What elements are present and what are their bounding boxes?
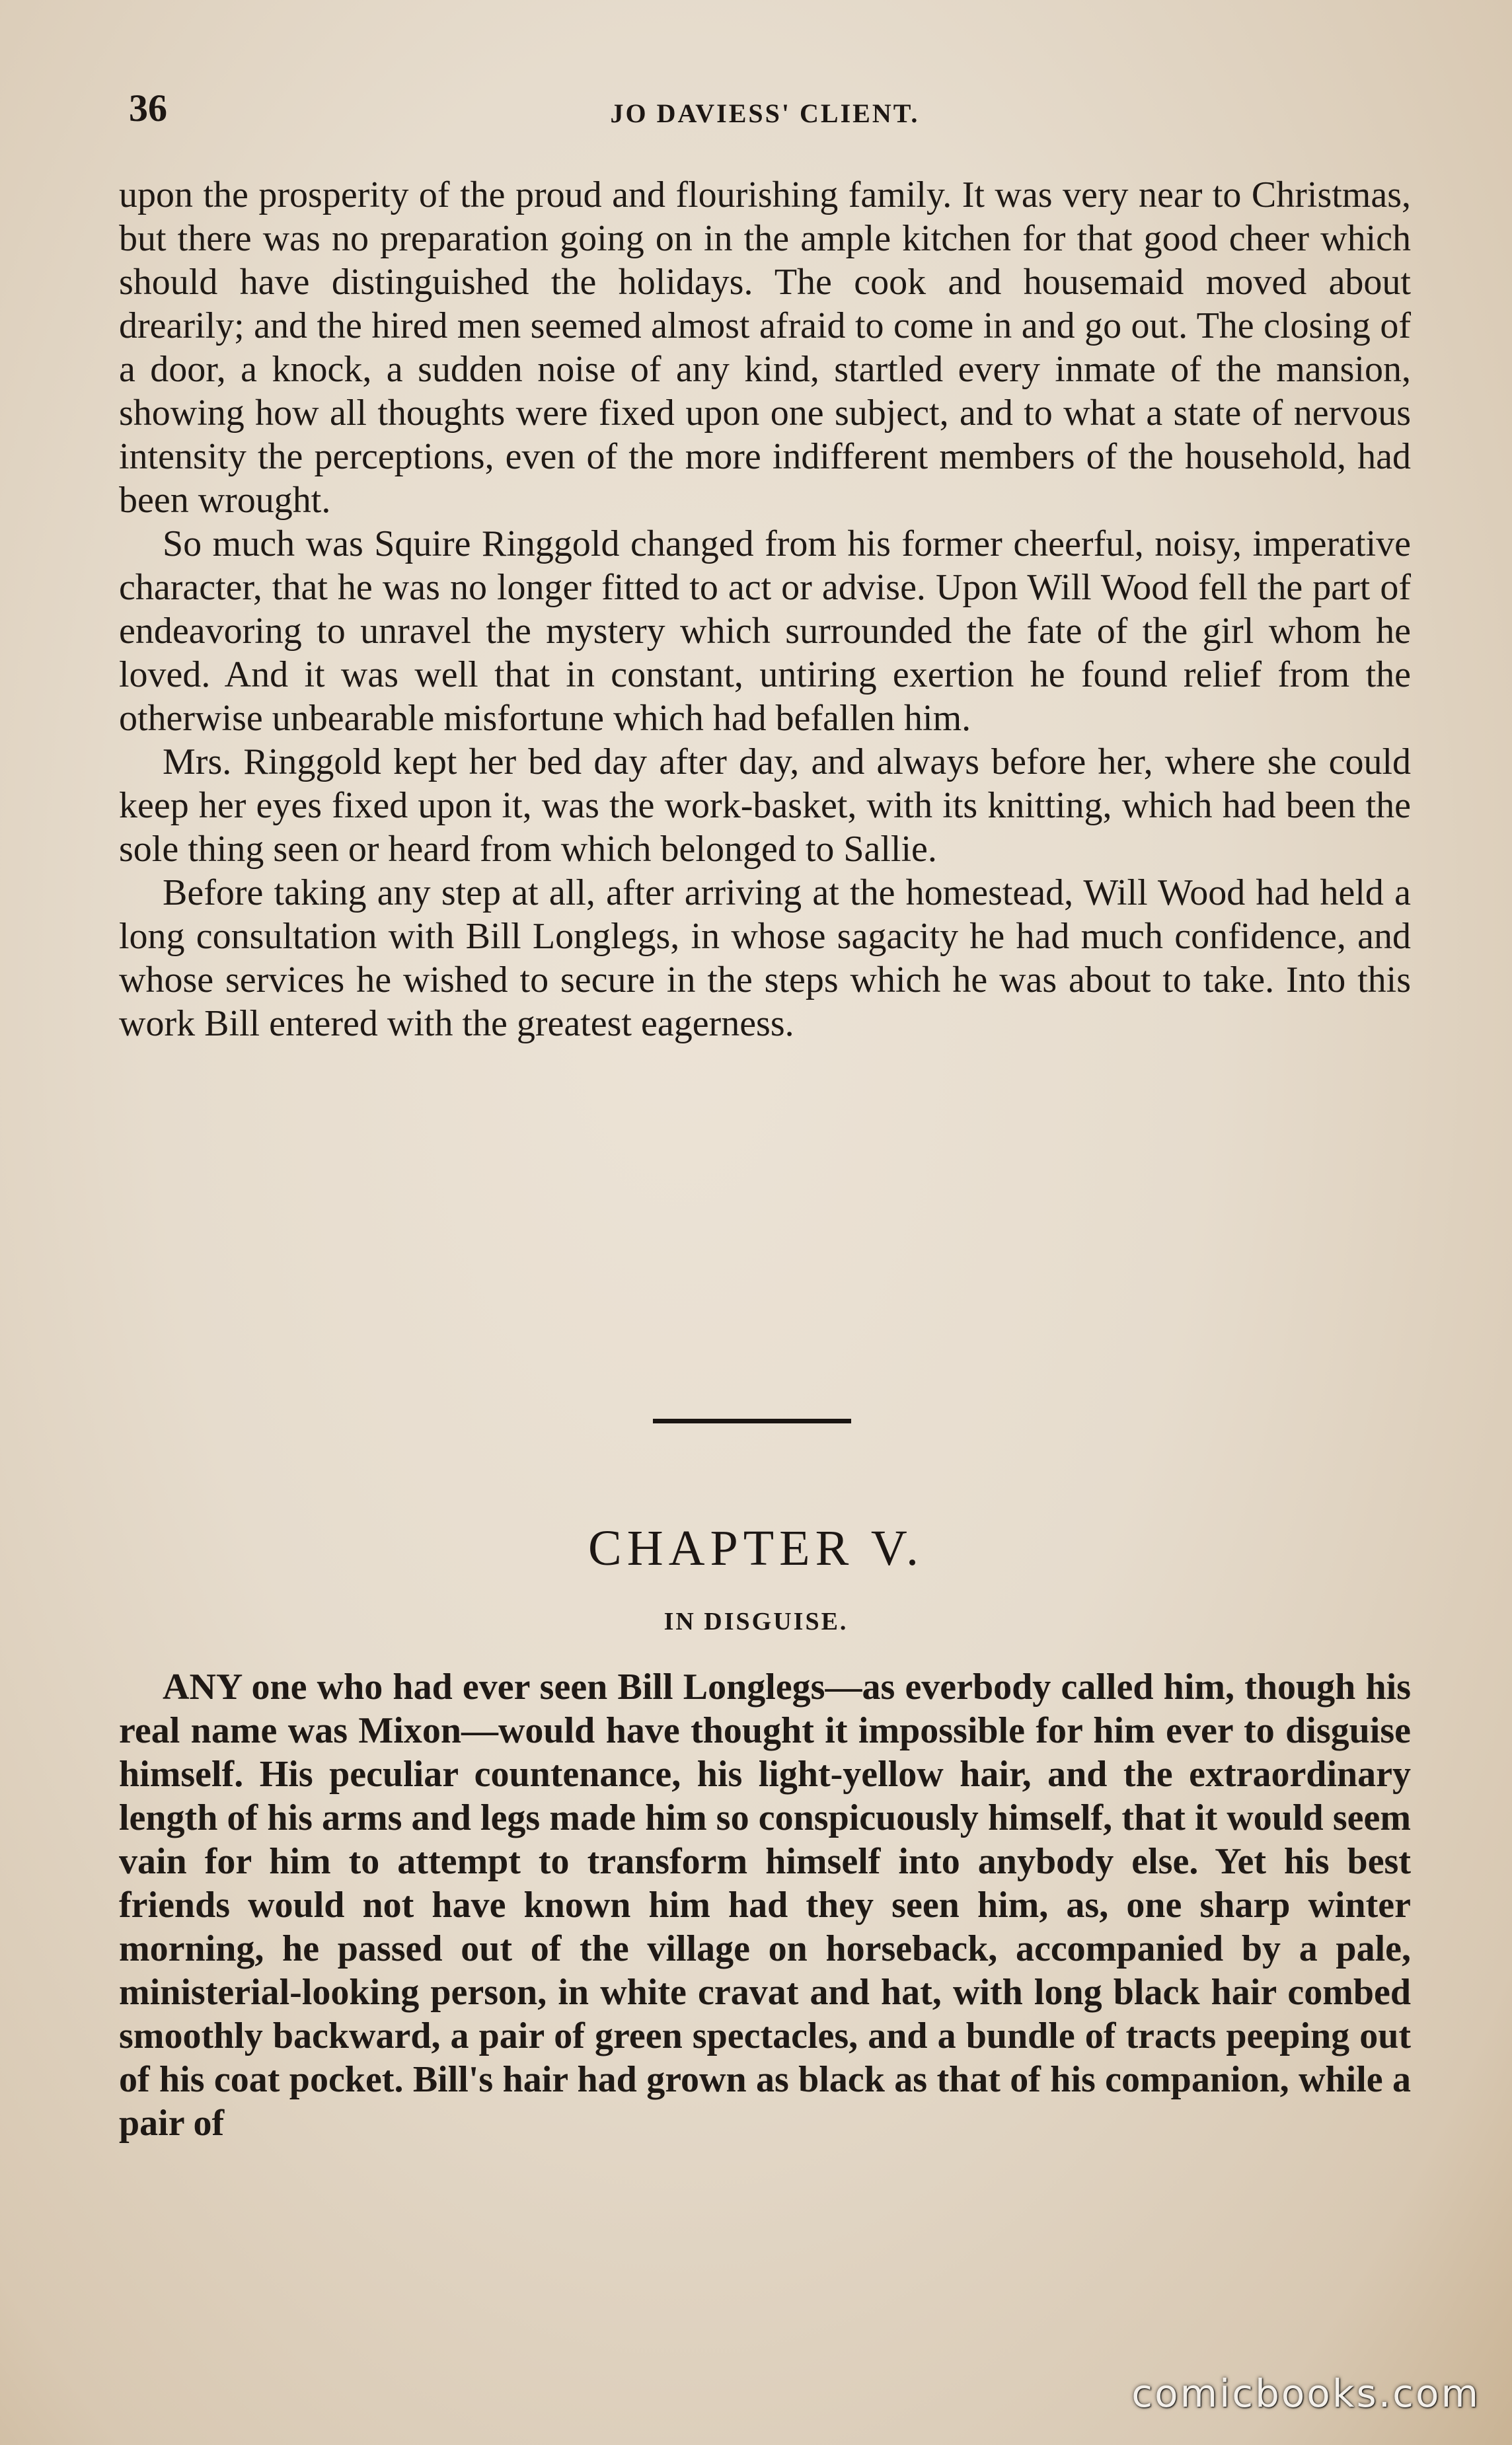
body-text-section-1 [119, 173, 1411, 1045]
paragraph: ANY one who had ever seen Bill Longlegs—as everbody called him, though his real name was Mixon—would have thought it impossible for him ever to disguise himself. His peculiar countenance, his light-yellow hair, and the extraordinary length of his arms and legs made him so conspicuously himself, that it would seem vain for him to attempt to transform himself into anybody else. Yet his best friends would not have known him had they seen him, as, one sharp winter morning, he passed out of the village on horseback, accompanied by a pale, ministerial-looking person, in white cravat and hat, with long black hair combed smoothly backward, a pair of green spectacles, and a bundle of tracts peeping out of his coat pocket. Bill's hair had grown as black as that of his companion, while a pair of [119, 1667, 1411, 2144]
body-text-section-2 [119, 1665, 1411, 2145]
paragraph: Mrs. Ringgold kept her bed day after day, and always before her, where she could keep her eyes fixed upon it, was the work-basket, with its knitting, which had been the sole thing seen or heard from which belonged to Sallie. [119, 741, 1411, 870]
page-header [129, 86, 1401, 145]
chapter-subtitle: IN DISGUISE. [663, 1608, 849, 1636]
paragraph: So much was Squire Ringgold changed from his former cheerful, noisy, imperative character, that he was no longer fitted to act or advise. Upon Will Wood fell the part of endeavoring to unravel the mystery which surrounded the fate of the girl whom he loved. And it was well that in constant, untiring exertion he found relief from the otherwise unbearable misfortune which had befallen him. [119, 523, 1411, 739]
watermark: comicbooks.com [1131, 2371, 1480, 2416]
paragraph: Before taking any step at all, after arriving at the homestead, Will Wood had held a long consultation with Bill Longlegs, in whose sagacity he had much confidence, and whose services he wished to secure in the steps which he was about to take. Into this work Bill entered with the greatest eagerness. [119, 872, 1411, 1044]
running-head: JO DAVIESS' CLIENT. [610, 98, 920, 128]
page-number: 36 [129, 87, 167, 130]
paragraph: upon the prosperity of the proud and flourishing family. It was very near to Christmas, but there was no preparation going on in the ample kitchen for that good cheer which should have distinguished the holidays. The cook and housemaid moved about drearily; and the hired men seemed almost afraid to come in and go out. The closing of a door, a knock, a sudden noise of any kind, startled every inmate of the mansion, showing how all thoughts were fixed upon one subject, and to what a state of nervous intensity the perceptions, even of the more indifferent members of the household, had been wrought. [119, 174, 1411, 521]
chapter-title: CHAPTER V. [588, 1521, 924, 1576]
section-divider [653, 1419, 851, 1423]
